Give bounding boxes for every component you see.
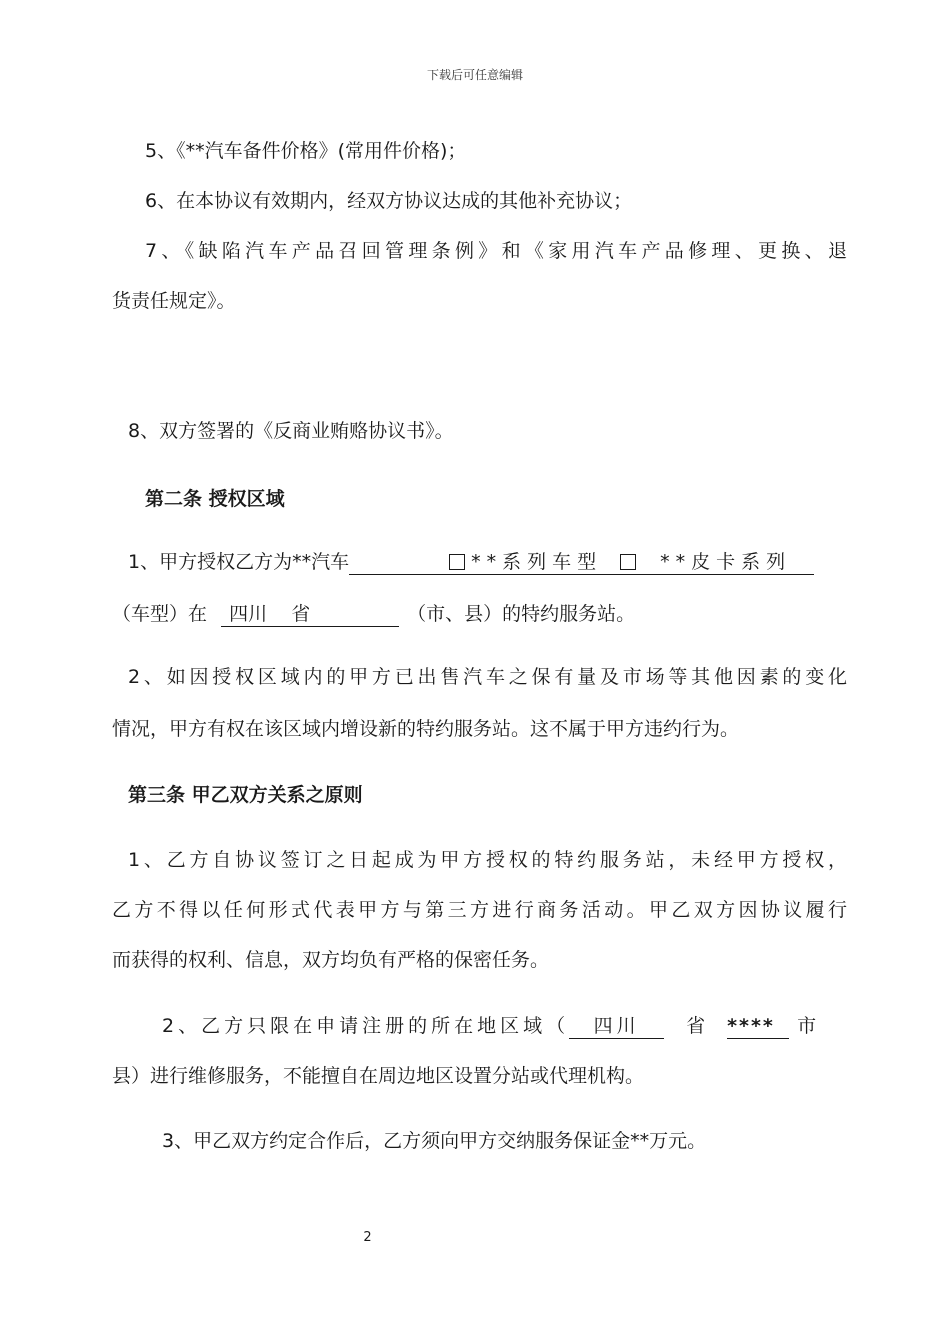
- list-item-5: 5、《**汽车备件价格》(常用件价格)；: [145, 140, 467, 162]
- article-3-para-1-line2: 乙方不得以任何形式代表甲方与第三方进行商务活动。甲乙双方因协议履行: [112, 899, 847, 921]
- option-series-model: **系列车型: [471, 551, 603, 573]
- province-label: 省: [686, 1015, 706, 1037]
- province-blank: [221, 602, 399, 627]
- article-2-para-1-line2-prefix: （车型）在: [112, 603, 208, 625]
- article-3-para-2-line1: [162, 1013, 847, 1039]
- article-3-para-1-line3: 而获得的权利、信息，双方均负有严格的保密任务。: [112, 949, 550, 971]
- article-2-para-2-line2: 情况，甲方有权在该区域内增设新的特约服务站。这不属于甲方违约行为。: [112, 718, 740, 740]
- article-3-para-3: 3、甲乙双方约定合作后，乙方须向甲方交纳服务保证金**万元。: [162, 1130, 707, 1152]
- article-2-title: 第二条 授权区域: [145, 488, 285, 510]
- city-value: ****: [727, 1014, 789, 1039]
- article-2-para-2-line1: 2、如因授权区域内的甲方已出售汽车之保有量及市场等其他因素的变化: [128, 666, 847, 688]
- page-header: 下载后可任意编辑: [426, 68, 523, 82]
- list-item-7-line1: 7、《缺陷汽车产品召回管理条例》和《家用汽车产品修理、更换、退: [145, 240, 847, 262]
- article-2-para-1-line2: [112, 601, 847, 627]
- article-3-para-1-line1: 1、乙方自协议签订之日起成为甲方授权的特约服务站，未经甲方授权，: [128, 849, 847, 871]
- option-pickup-series: **皮卡系列: [660, 551, 792, 573]
- article-3-para-2-line2: 县）进行维修服务，不能擅自在周边地区设置分站或代理机构。: [112, 1065, 645, 1087]
- page-number: 2: [363, 1230, 372, 1245]
- article-3-title: 第三条 甲乙双方关系之原则: [128, 784, 363, 806]
- article-2-para-1-line1: [128, 549, 848, 575]
- article-3-para-2-prefix: 2、乙方只限在申请注册的所在地区域（: [162, 1015, 570, 1037]
- article-2-para-1-prefix: 1、甲方授权乙方为**汽车: [128, 551, 350, 573]
- list-item-8: 8、双方签署的《反商业贿赂协议书》。: [128, 420, 454, 442]
- province-blank-2: [569, 1014, 664, 1039]
- checkbox-series-model[interactable]: [449, 554, 465, 570]
- list-item-6: 6、在本协议有效期内，经双方协议达成的其他补充协议；: [145, 190, 633, 212]
- province-value: 四川 省: [229, 603, 311, 625]
- article-2-para-1-line2-suffix: （市、县）的特约服务站。: [407, 603, 636, 625]
- checkbox-pickup-series[interactable]: [620, 554, 636, 570]
- province-value-2: 四川: [593, 1015, 640, 1037]
- city-label: 市: [797, 1015, 817, 1037]
- vehicle-type-blank: [349, 550, 814, 575]
- list-item-7-line2: 货责任规定》。: [112, 290, 236, 312]
